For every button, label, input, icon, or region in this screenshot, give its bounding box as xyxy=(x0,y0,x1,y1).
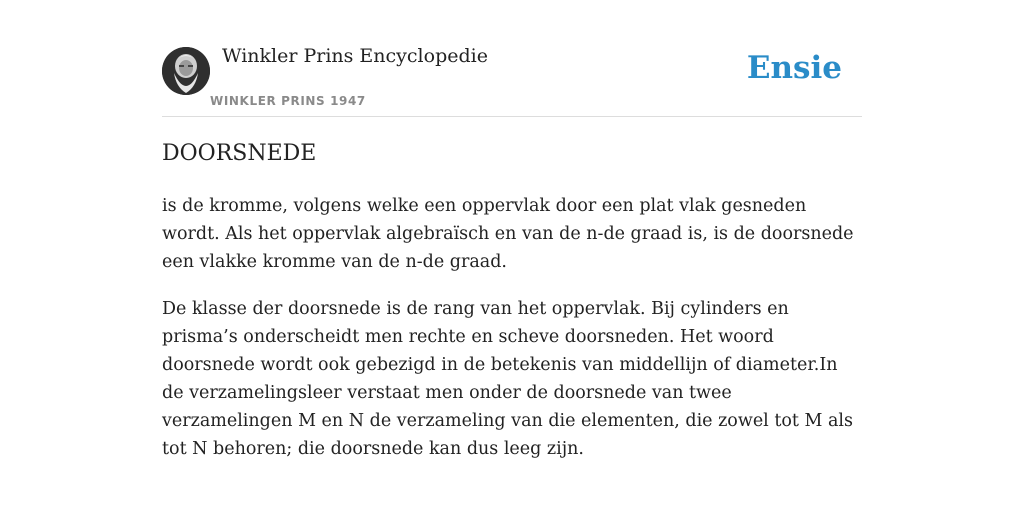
header xyxy=(162,0,862,117)
author-avatar-icon[interactable] xyxy=(162,47,210,95)
ensie-logo[interactable]: Ensie xyxy=(746,50,842,86)
article-title: DOORSNEDE xyxy=(162,141,317,166)
edition-label[interactable]: WINKLER PRINS 1947 xyxy=(210,94,366,108)
page xyxy=(162,0,862,459)
article-paragraph-1: is de kromme, volgens welke een oppervlak door een plat vlak gesneden wordt. Als het oppervlak algebraïsch en van de n-de graad is, is de doorsnede een vlakke kromme van de n-de graad. xyxy=(162,196,854,272)
article-paragraph-2: De klasse der doorsnede is de rang van het oppervlak. Bij cylinders en prisma’s onderscheidt men rechte en scheve doorsneden. Het woord doorsnede wordt ook gebezigd in de betekenis van middellijn of diameter.In de verzamelingsleer verstaat men onder de doorsnede van twee verzamelingen M en N de verzameling van die elementen, die zowel tot M als tot N behoren; die doorsnede kan dus leeg zijn. xyxy=(162,299,853,459)
publication-title[interactable]: Winkler Prins Encyclopedie xyxy=(222,45,488,67)
